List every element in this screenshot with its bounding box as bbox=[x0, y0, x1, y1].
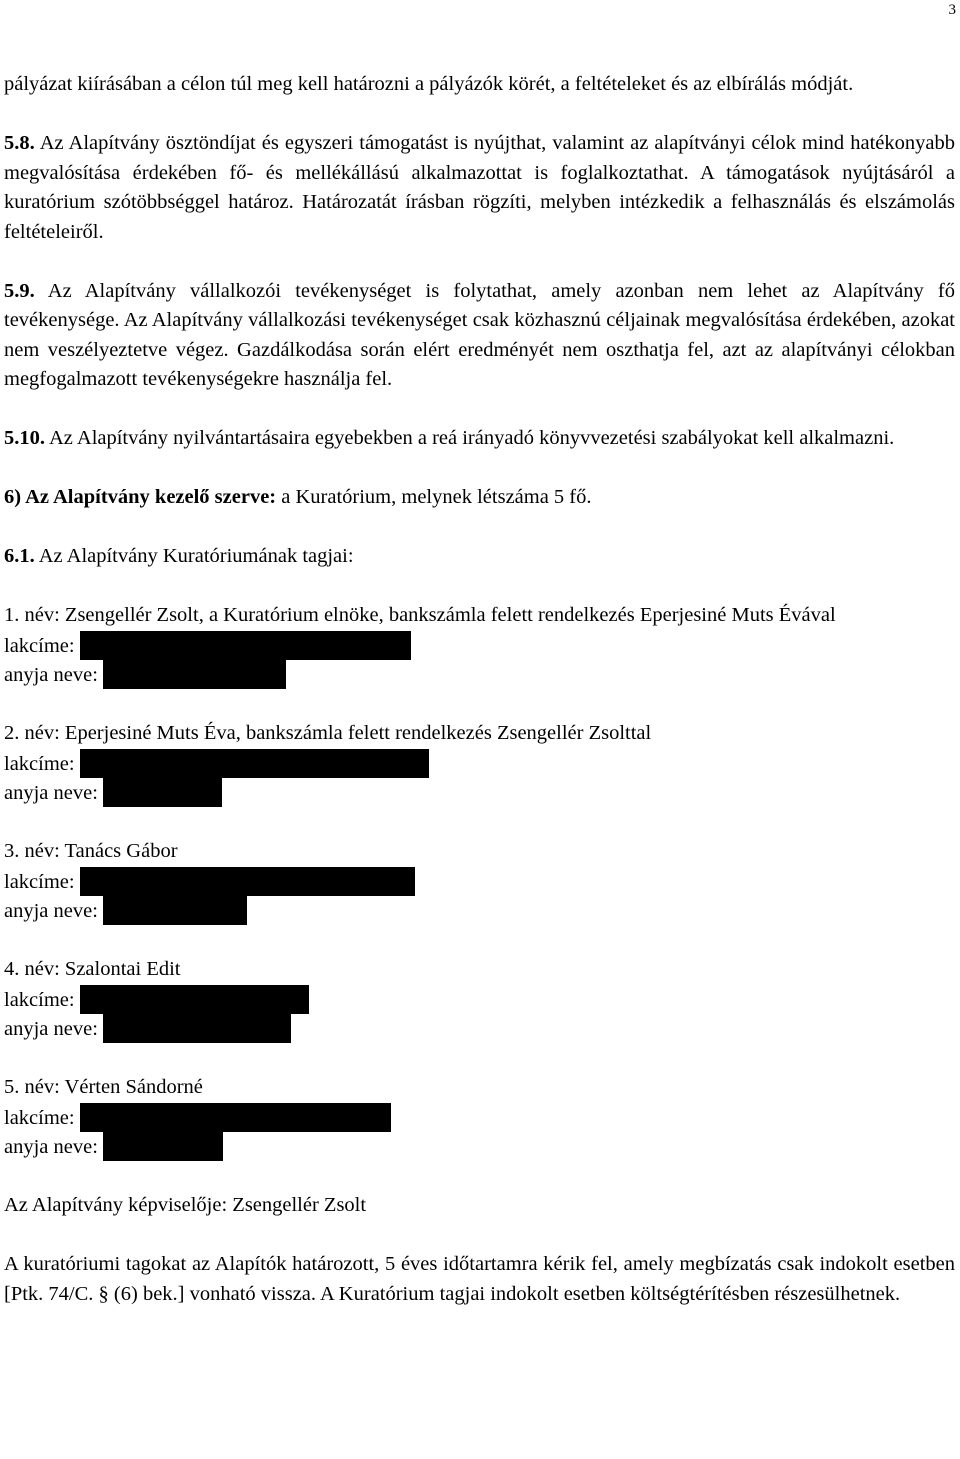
address-label: lakcíme: bbox=[4, 752, 75, 775]
address-label: lakcíme: bbox=[4, 988, 75, 1011]
redacted-mother-name bbox=[103, 896, 247, 925]
section-number: 6.1. bbox=[4, 545, 35, 567]
mother-label: anyja neve: bbox=[4, 664, 98, 686]
paragraph-text: Az Alapítvány vállalkozói tevékenységet is folytathat, amely azonban nem lehet az Alapítvány fő tevékenysége. Az Alapítvány vállalkozási tevékenységet csak közhasznú céljainak megvalósítása érdekében, azokat nem veszélyeztetve végez. Gazdálkodása során elért eredményét nem oszthatja fel, azt az alapítványi célokban megfogalmazott tevékenységekre használja fel. bbox=[4, 279, 955, 390]
paragraph-5-8 bbox=[4, 129, 955, 247]
mother-line bbox=[4, 660, 955, 690]
mother-label: anyja neve: bbox=[4, 782, 98, 804]
address-label: lakcíme: bbox=[4, 870, 75, 893]
redacted-address bbox=[80, 985, 309, 1014]
member-name: 3. név: Tanács Gábor bbox=[4, 840, 178, 862]
mother-label: anyja neve: bbox=[4, 900, 98, 922]
mother-line bbox=[4, 1132, 955, 1162]
address-label: lakcíme: bbox=[4, 1106, 75, 1129]
member-name: 4. név: Szalontai Edit bbox=[4, 958, 181, 980]
mother-label: anyja neve: bbox=[4, 1018, 98, 1040]
section-text: a Kuratórium, melynek létszáma 5 fő. bbox=[276, 486, 592, 508]
redacted-address bbox=[80, 1103, 391, 1132]
mother-line bbox=[4, 1014, 955, 1044]
redacted-mother-name bbox=[103, 778, 222, 807]
paragraph-5-9 bbox=[4, 277, 955, 395]
paragraph-intro: pályázat kiírásában a célon túl meg kell határozni a pályázók körét, a feltételeket és az elbírálás módját. bbox=[4, 73, 854, 95]
redacted-mother-name bbox=[103, 660, 286, 689]
member-2 bbox=[4, 719, 955, 808]
member-name: 1. név: Zsengellér Zsolt, a Kuratórium elnöke, bankszámla felett rendelkezés Eperjesiné Muts Évával bbox=[4, 604, 836, 626]
section-number: 5.9. bbox=[4, 279, 35, 302]
address-line bbox=[4, 1103, 955, 1133]
paragraph-closing: A kuratóriumi tagokat az Alapítók határozott, 5 éves időtartamra kérik fel, amely megbízatás csak indokolt esetben [Ptk. 74/C. § (6) bek.] vonható vissza. A Kuratórium tagjai indokolt esetben költségtérítésben részesülhetnek. bbox=[4, 1253, 955, 1305]
member-4 bbox=[4, 955, 955, 1044]
section-6 bbox=[4, 483, 955, 513]
address-line bbox=[4, 867, 955, 897]
section-heading: 6) Az Alapítvány kezelő szerve: bbox=[4, 486, 277, 508]
member-1 bbox=[4, 601, 955, 690]
paragraph-5-10 bbox=[4, 424, 955, 454]
mother-label: anyja neve: bbox=[4, 1136, 98, 1158]
member-3 bbox=[4, 837, 955, 926]
address-label: lakcíme: bbox=[4, 634, 75, 657]
section-number: 5.8. bbox=[4, 132, 35, 154]
mother-line bbox=[4, 778, 955, 808]
member-5 bbox=[4, 1073, 955, 1162]
section-number: 5.10. bbox=[4, 427, 45, 449]
address-line bbox=[4, 985, 955, 1015]
mother-line bbox=[4, 896, 955, 926]
page-number: 3 bbox=[948, 2, 956, 18]
redacted-address bbox=[80, 749, 429, 778]
address-line bbox=[4, 749, 955, 779]
redacted-mother-name bbox=[103, 1132, 223, 1161]
address-line bbox=[4, 631, 955, 661]
paragraph-text: Az Alapítvány nyilvántartásaira egyebekben a reá irányadó könyvvezetési szabályokat kell alkalmazni. bbox=[45, 427, 895, 449]
section-text: Az Alapítvány Kuratóriumának tagjai: bbox=[34, 545, 354, 567]
document-body bbox=[4, 70, 955, 1339]
paragraph-text: Az Alapítvány ösztöndíjat és egyszeri támogatást is nyújthat, valamint az alapítványi célok mind hatékonyabb megvalósítása érdekében fő- és mellékállású alkalmazottat is foglalkoztathat. A támogatások nyújtásáról a kuratórium szótöbbséggel határoz. Határozatát írásban rögzíti, melyben intézkedik a felhasználás és elszámolás feltételeiről. bbox=[4, 132, 955, 243]
member-name: 2. név: Eperjesiné Muts Éva, bankszámla felett rendelkezés Zsengellér Zsolttal bbox=[4, 722, 652, 744]
representative: Az Alapítvány képviselője: Zsengellér Zsolt bbox=[4, 1194, 367, 1216]
redacted-address bbox=[80, 867, 415, 896]
section-6-1 bbox=[4, 542, 955, 572]
member-name: 5. név: Vérten Sándorné bbox=[4, 1076, 203, 1098]
redacted-mother-name bbox=[103, 1014, 291, 1043]
redacted-address bbox=[80, 631, 411, 660]
